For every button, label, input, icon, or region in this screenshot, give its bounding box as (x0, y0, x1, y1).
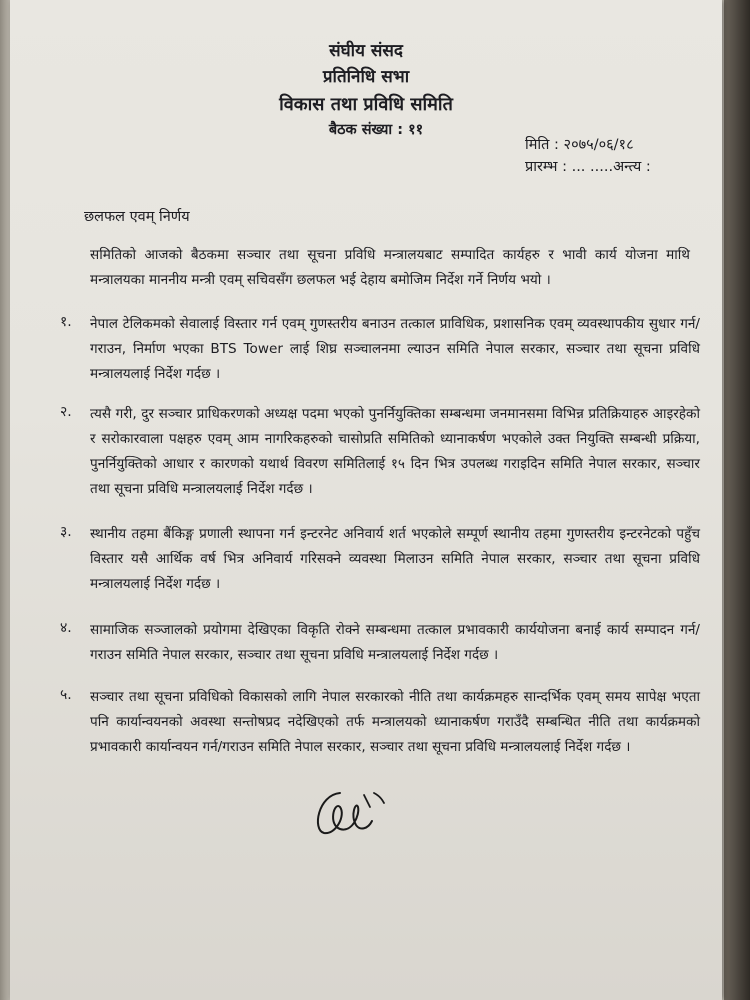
section-heading: छलफल एवम् निर्णय (84, 209, 190, 225)
item-number: ३. (60, 524, 72, 540)
item-number: ५. (60, 687, 72, 703)
header-house: प्रतिनिधि सभा (322, 67, 410, 87)
item-text: नेपाल टेलिकमको सेवालाई विस्तार गर्न एवम् गुणस्तरीय बनाउन तत्काल प्राविधिक, प्रशासनिक एवम् व्यवस्थापकीय सुधार गर्न/गराउन, निर्माण भएका BTS Tower लाई शिघ्र सञ्चालनमा ल्याउन समिति नेपाल सरकार, सञ्चार तथा सूचना प्रविधि मन्त्रालयलाई निर्देश गर्दछ । (90, 316, 700, 382)
item-text: स्थानीय तहमा बैंकिङ्ग प्रणाली स्थापना गर्न इन्टरनेट अनिवार्य शर्त भएकोले सम्पूर्ण स्थानीय तहमा गुणस्तरीय इन्टरनेटको पहुँच विस्तार यसै आर्थिक वर्ष भित्र अनिवार्य गरिसक्ने व्यवस्था मिलाउन समिति नेपाल सरकार, सञ्चार तथा सूचना प्रविधि मन्त्रालयलाई निर्देश गर्दछ । (90, 526, 700, 592)
item-text: त्यसै गरी, दुर सञ्चार प्राधिकरणको अध्यक्ष पदमा भएको पुनर्नियुक्तिका सम्बन्धमा जनमानसमा विभिन्न प्रतिक्रियाहरु आइरहेको र सरोकारवाला पक्षहरु एवम् आम नागरिकहरुको चासोप्रति समितिको ध्यानाकर्षण भएकोले उक्त नियुक्ति सम्बन्धी प्रक्रिया, पुनर्नियुक्तिको आधार र कारणको यथार्थ विवरण समितिलाई १५ दिन भित्र उपलब्ध गराइदिन समिति नेपाल सरकार, सञ्चार तथा सूचना प्रविधि मन्त्रालयलाई निर्देश गर्दछ । (90, 406, 700, 497)
meeting-number: बैठक संख्या : ११ (328, 122, 424, 138)
header-committee: विकास तथा प्रविधि समिति (279, 94, 453, 115)
signature-icon (310, 785, 400, 845)
item-text: सञ्चार तथा सूचना प्रविधिको विकासको लागि नेपाल सरकारको नीति तथा कार्यक्रमहरु सान्दर्भिक एवम् समय सापेक्ष भएता पनि कार्यान्वयनको अवस्था सन्तोषप्रद नदेखिएको तर्फ मन्त्रालयको ध्यानाकर्षण गराउँदै सम्बन्धित नीति तथा कार्यक्रमको प्रभावकारी कार्यान्वयन गर्न/गराउन समिति नेपाल सरकार, सञ्चार तथा सूचना प्रविधि मन्त्रालयलाई निर्देश गर्दछ । (90, 689, 700, 755)
meeting-date: मिति : २०७५/०६/१८ (525, 137, 634, 153)
item-text: सामाजिक सञ्जालको प्रयोगमा देखिएका विकृति रोक्ने सम्बन्धमा तत्काल प्रभावकारी कार्ययोजना बनाई कार्य सम्पादन गर्न/गराउन समिति नेपाल सरकार, सञ्चार तथा सूचना प्रविधि मन्त्रालयलाई निर्देश गर्दछ । (90, 622, 700, 663)
document-page (10, 0, 722, 1000)
item-number: ४. (60, 620, 72, 636)
start-end-time: प्रारम्भ : ... .....अन्त्य : (525, 159, 651, 175)
background-right (724, 0, 750, 1000)
item-number: १. (60, 314, 72, 330)
intro-paragraph: समितिको आजको बैठकमा सञ्चार तथा सूचना प्रविधि मन्त्रालयबाट सम्पादित कार्यहरु र भावी कार्य योजना माथि मन्त्रालयका माननीय मन्त्री एवम् सचिवसँग छलफल भई देहाय बमोजिम निर्देश गर्ने निर्णय भयो । (90, 247, 690, 288)
item-number: २. (60, 404, 72, 420)
header-parliament: संघीय संसद (329, 41, 403, 61)
